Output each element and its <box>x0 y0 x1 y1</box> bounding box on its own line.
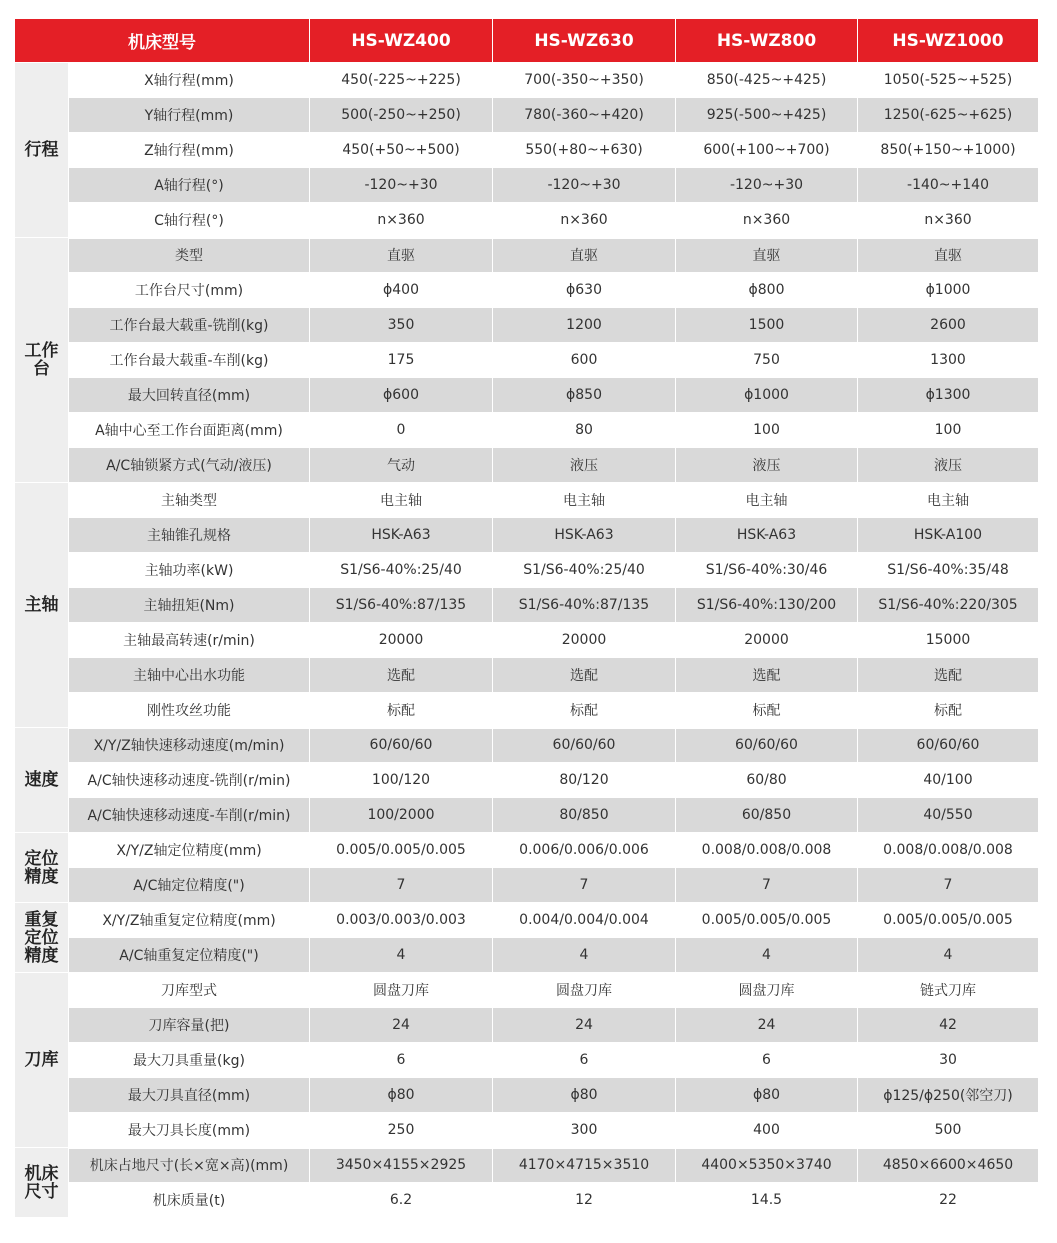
spec-value: 1300 <box>858 343 1039 378</box>
category-cell <box>15 1148 69 1218</box>
spec-value: 600(+100~+700) <box>676 133 858 168</box>
spec-value: 圆盘刀库 <box>676 973 858 1008</box>
spec-value: 600 <box>493 343 676 378</box>
table-row <box>15 238 1039 273</box>
spec-label: 机床质量(t) <box>69 1183 310 1218</box>
spec-value: ϕ850 <box>493 378 676 413</box>
spec-value: 700(-350~+350) <box>493 63 676 98</box>
spec-value: S1/S6-40%:30/46 <box>676 553 858 588</box>
spec-value: -120~+30 <box>310 168 493 203</box>
spec-value: 0.008/0.008/0.008 <box>676 833 858 868</box>
spec-label: A/C轴快速移动速度-车削(r/min) <box>69 798 310 833</box>
table-row <box>15 658 1039 693</box>
spec-value: 100/120 <box>310 763 493 798</box>
spec-label: A轴行程(°) <box>69 168 310 203</box>
spec-value: ϕ125/ϕ250(邻空刀) <box>858 1078 1039 1113</box>
spec-label: Z轴行程(mm) <box>69 133 310 168</box>
spec-value: S1/S6-40%:35/48 <box>858 553 1039 588</box>
table-row <box>15 203 1039 238</box>
spec-value: 0.008/0.008/0.008 <box>858 833 1039 868</box>
spec-value: 24 <box>310 1008 493 1043</box>
table-row <box>15 1183 1039 1218</box>
spec-value: -140~+140 <box>858 168 1039 203</box>
table-row <box>15 518 1039 553</box>
spec-value: 24 <box>493 1008 676 1043</box>
category-label: 机床尺寸 <box>24 1163 59 1202</box>
spec-value: S1/S6-40%:130/200 <box>676 588 858 623</box>
spec-value: -120~+30 <box>676 168 858 203</box>
spec-value: 60/850 <box>676 798 858 833</box>
spec-value: 1500 <box>676 308 858 343</box>
spec-value: ϕ630 <box>493 273 676 308</box>
spec-value: 0.003/0.003/0.003 <box>310 903 493 938</box>
spec-label: 类型 <box>69 238 310 273</box>
spec-value: 80/850 <box>493 798 676 833</box>
category-cell <box>15 483 69 728</box>
spec-value: 22 <box>858 1183 1039 1218</box>
spec-value: n×360 <box>493 203 676 238</box>
spec-value: 500 <box>858 1113 1039 1148</box>
spec-label: X/Y/Z轴重复定位精度(mm) <box>69 903 310 938</box>
spec-value: 直驱 <box>676 238 858 273</box>
category-label: 工作台 <box>24 341 59 379</box>
spec-value: 4 <box>493 938 676 973</box>
spec-value: HSK-A100 <box>858 518 1039 553</box>
spec-value: 20000 <box>493 623 676 658</box>
spec-value: ϕ1000 <box>676 378 858 413</box>
spec-label: 刀库型式 <box>69 973 310 1008</box>
spec-value: 14.5 <box>676 1183 858 1218</box>
spec-value: ϕ400 <box>310 273 493 308</box>
spec-value: 80 <box>493 413 676 448</box>
spec-value: 0.006/0.006/0.006 <box>493 833 676 868</box>
spec-value: 925(-500~+425) <box>676 98 858 133</box>
spec-label: 主轴锥孔规格 <box>69 518 310 553</box>
spec-value: 7 <box>493 868 676 903</box>
spec-value: 4170×4715×3510 <box>493 1148 676 1183</box>
spec-value: 850(-425~+425) <box>676 63 858 98</box>
spec-value: 电主轴 <box>310 483 493 518</box>
spec-label: X/Y/Z轴快速移动速度(m/min) <box>69 728 310 763</box>
table-row <box>15 1043 1039 1078</box>
spec-label: 最大刀具直径(mm) <box>69 1078 310 1113</box>
spec-value: HSK-A63 <box>676 518 858 553</box>
spec-value: 60/60/60 <box>676 728 858 763</box>
spec-label: 刀库容量(把) <box>69 1008 310 1043</box>
spec-value: 450(-225~+225) <box>310 63 493 98</box>
spec-value: S1/S6-40%:87/135 <box>310 588 493 623</box>
category-cell <box>15 833 69 903</box>
table-row <box>15 448 1039 483</box>
spec-value: 1050(-525~+525) <box>858 63 1039 98</box>
spec-value: 40/100 <box>858 763 1039 798</box>
spec-value: 液压 <box>493 448 676 483</box>
spec-value: 链式刀库 <box>858 973 1039 1008</box>
spec-value: 12 <box>493 1183 676 1218</box>
table-row <box>15 168 1039 203</box>
spec-value: 电主轴 <box>493 483 676 518</box>
spec-value: -120~+30 <box>493 168 676 203</box>
spec-label: 主轴中心出水功能 <box>69 658 310 693</box>
spec-label: X轴行程(mm) <box>69 63 310 98</box>
spec-value: S1/S6-40%:25/40 <box>493 553 676 588</box>
spec-value: 15000 <box>858 623 1039 658</box>
spec-value: 20000 <box>676 623 858 658</box>
spec-label: A/C轴定位精度(") <box>69 868 310 903</box>
spec-value: n×360 <box>858 203 1039 238</box>
category-label: 重复定位精度 <box>24 909 59 966</box>
spec-value: 100 <box>858 413 1039 448</box>
category-cell <box>15 973 69 1148</box>
spec-label: 工作台最大载重-车削(kg) <box>69 343 310 378</box>
category-cell <box>15 238 69 483</box>
table-row <box>15 623 1039 658</box>
spec-value: 气动 <box>310 448 493 483</box>
spec-value: 电主轴 <box>676 483 858 518</box>
spec-label: Y轴行程(mm) <box>69 98 310 133</box>
spec-value: HSK-A63 <box>310 518 493 553</box>
table-row <box>15 133 1039 168</box>
spec-value: 850(+150~+1000) <box>858 133 1039 168</box>
spec-value: ϕ80 <box>493 1078 676 1113</box>
spec-value: 4 <box>858 938 1039 973</box>
spec-value: S1/S6-40%:87/135 <box>493 588 676 623</box>
spec-value: 圆盘刀库 <box>310 973 493 1008</box>
spec-label: X/Y/Z轴定位精度(mm) <box>69 833 310 868</box>
spec-value: ϕ1300 <box>858 378 1039 413</box>
spec-value: 100 <box>676 413 858 448</box>
spec-value: 4 <box>310 938 493 973</box>
spec-table <box>14 18 1039 1219</box>
spec-value: 550(+80~+630) <box>493 133 676 168</box>
table-row <box>15 98 1039 133</box>
spec-value: 6.2 <box>310 1183 493 1218</box>
table-row <box>15 308 1039 343</box>
spec-label: 主轴最高转速(r/min) <box>69 623 310 658</box>
spec-value: ϕ800 <box>676 273 858 308</box>
spec-value: 250 <box>310 1113 493 1148</box>
spec-value: 0.005/0.005/0.005 <box>858 903 1039 938</box>
spec-value: 0 <box>310 413 493 448</box>
spec-value: 0.004/0.004/0.004 <box>493 903 676 938</box>
table-row <box>15 938 1039 973</box>
spec-label: 主轴功率(kW) <box>69 553 310 588</box>
spec-value: ϕ80 <box>676 1078 858 1113</box>
category-cell <box>15 63 69 238</box>
spec-value: 液压 <box>676 448 858 483</box>
spec-value: 圆盘刀库 <box>493 973 676 1008</box>
table-row <box>15 798 1039 833</box>
spec-value: n×360 <box>310 203 493 238</box>
spec-value: 7 <box>858 868 1039 903</box>
spec-value: 7 <box>310 868 493 903</box>
spec-label: 最大回转直径(mm) <box>69 378 310 413</box>
spec-value: 1200 <box>493 308 676 343</box>
spec-value: 60/60/60 <box>493 728 676 763</box>
spec-value: n×360 <box>676 203 858 238</box>
table-row <box>15 868 1039 903</box>
spec-value: 60/80 <box>676 763 858 798</box>
spec-value: 2600 <box>858 308 1039 343</box>
spec-value: 24 <box>676 1008 858 1043</box>
spec-label: 最大刀具重量(kg) <box>69 1043 310 1078</box>
table-row <box>15 973 1039 1008</box>
spec-value: 60/60/60 <box>310 728 493 763</box>
spec-label: 机床占地尺寸(长×宽×高)(mm) <box>69 1148 310 1183</box>
table-row <box>15 378 1039 413</box>
table-row <box>15 903 1039 938</box>
spec-value: 750 <box>676 343 858 378</box>
model-header: HS-WZ800 <box>676 19 858 63</box>
spec-label: A/C轴锁紧方式(气动/液压) <box>69 448 310 483</box>
spec-value: 直驱 <box>858 238 1039 273</box>
spec-value: 4850×6600×4650 <box>858 1148 1039 1183</box>
table-row <box>15 273 1039 308</box>
spec-value: 400 <box>676 1113 858 1148</box>
header-label: 机床型号 <box>15 19 310 63</box>
category-label: 速度 <box>24 770 59 790</box>
spec-label: 最大刀具长度(mm) <box>69 1113 310 1148</box>
model-header: HS-WZ630 <box>493 19 676 63</box>
spec-value: 4 <box>676 938 858 973</box>
category-cell <box>15 728 69 833</box>
spec-label: 主轴类型 <box>69 483 310 518</box>
spec-label: 工作台最大载重-铣削(kg) <box>69 308 310 343</box>
spec-value: 40/550 <box>858 798 1039 833</box>
spec-value: 6 <box>493 1043 676 1078</box>
spec-value: 选配 <box>858 658 1039 693</box>
spec-value: 780(-360~+420) <box>493 98 676 133</box>
spec-value: 选配 <box>676 658 858 693</box>
table-row <box>15 413 1039 448</box>
category-label: 定位精度 <box>24 848 59 887</box>
table-row <box>15 1148 1039 1183</box>
spec-value: 42 <box>858 1008 1039 1043</box>
spec-value: 6 <box>676 1043 858 1078</box>
spec-value: 3450×4155×2925 <box>310 1148 493 1183</box>
spec-value: HSK-A63 <box>493 518 676 553</box>
spec-value: 500(-250~+250) <box>310 98 493 133</box>
spec-value: 4400×5350×3740 <box>676 1148 858 1183</box>
spec-value: 0.005/0.005/0.005 <box>676 903 858 938</box>
spec-value: 30 <box>858 1043 1039 1078</box>
model-header: HS-WZ1000 <box>858 19 1039 63</box>
table-row <box>15 728 1039 763</box>
table-row <box>15 1008 1039 1043</box>
spec-label: C轴行程(°) <box>69 203 310 238</box>
table-row <box>15 833 1039 868</box>
spec-value: 电主轴 <box>858 483 1039 518</box>
spec-value: 标配 <box>676 693 858 728</box>
spec-value: 175 <box>310 343 493 378</box>
spec-value: ϕ600 <box>310 378 493 413</box>
spec-value: 1250(-625~+625) <box>858 98 1039 133</box>
spec-value: 7 <box>676 868 858 903</box>
spec-value: ϕ1000 <box>858 273 1039 308</box>
spec-body <box>15 63 1039 1218</box>
spec-value: 20000 <box>310 623 493 658</box>
table-row <box>15 553 1039 588</box>
table-row <box>15 1078 1039 1113</box>
table-row <box>15 693 1039 728</box>
spec-label: A/C轴重复定位精度(") <box>69 938 310 973</box>
spec-value: 选配 <box>310 658 493 693</box>
category-label: 行程 <box>24 140 59 160</box>
spec-value: 选配 <box>493 658 676 693</box>
spec-label: 主轴扭矩(Nm) <box>69 588 310 623</box>
table-row <box>15 63 1039 98</box>
spec-value: 直驱 <box>493 238 676 273</box>
spec-value: 450(+50~+500) <box>310 133 493 168</box>
spec-value: 标配 <box>858 693 1039 728</box>
spec-label: A/C轴快速移动速度-铣削(r/min) <box>69 763 310 798</box>
table-row <box>15 483 1039 518</box>
spec-value: 直驱 <box>310 238 493 273</box>
spec-value: ϕ80 <box>310 1078 493 1113</box>
spec-value: S1/S6-40%:25/40 <box>310 553 493 588</box>
spec-value: 6 <box>310 1043 493 1078</box>
table-row <box>15 343 1039 378</box>
category-label: 刀库 <box>24 1050 59 1070</box>
spec-value: 标配 <box>310 693 493 728</box>
spec-value: 60/60/60 <box>858 728 1039 763</box>
spec-label: 工作台尺寸(mm) <box>69 273 310 308</box>
spec-value: 液压 <box>858 448 1039 483</box>
spec-label: A轴中心至工作台面距离(mm) <box>69 413 310 448</box>
spec-value: 0.005/0.005/0.005 <box>310 833 493 868</box>
spec-value: 80/120 <box>493 763 676 798</box>
spec-value: 100/2000 <box>310 798 493 833</box>
spec-value: 标配 <box>493 693 676 728</box>
table-row <box>15 1113 1039 1148</box>
header-row <box>15 19 1039 63</box>
category-cell <box>15 903 69 973</box>
category-label: 主轴 <box>24 595 59 615</box>
spec-value: 300 <box>493 1113 676 1148</box>
table-row <box>15 763 1039 798</box>
table-row <box>15 588 1039 623</box>
spec-value: S1/S6-40%:220/305 <box>858 588 1039 623</box>
spec-label: 刚性攻丝功能 <box>69 693 310 728</box>
spec-value: 350 <box>310 308 493 343</box>
model-header: HS-WZ400 <box>310 19 493 63</box>
